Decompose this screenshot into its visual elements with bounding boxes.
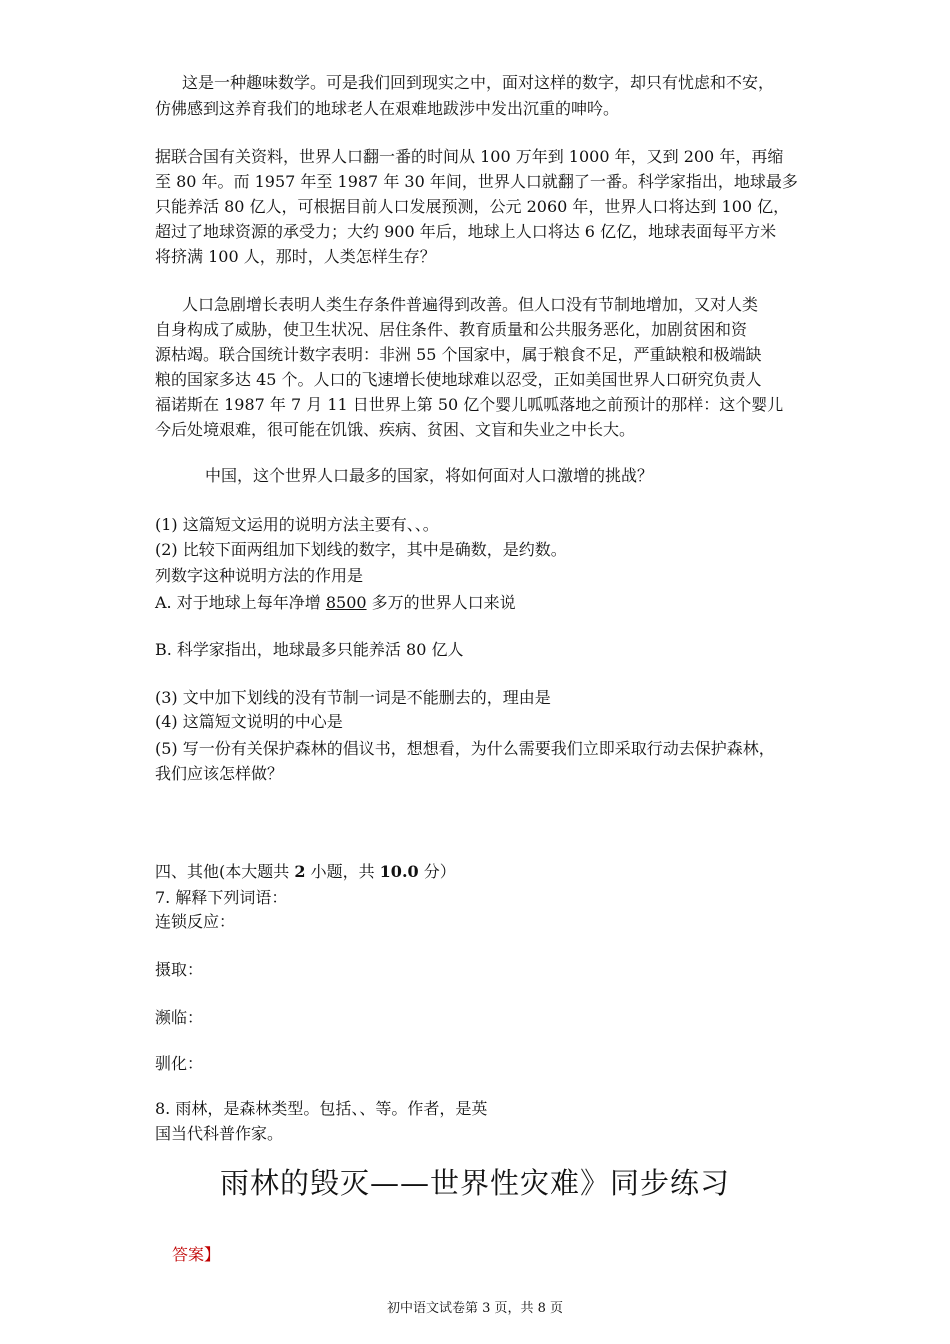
question-2: (2) 比较下面两组加下划线的数字，其中是确数，是约数。 [155, 540, 567, 559]
question-8-line2: 国当代科普作家。 [155, 1124, 284, 1143]
page-footer: 初中语文试卷第 3 页，共 8 页 [386, 1301, 564, 1316]
passage-p3-line2: 自身构成了威胁，使卫生状况、居住条件、教育质量和公共服务恶化，加剧贫困和资 [155, 320, 748, 339]
section-4-heading-mid: 小题，共 [305, 862, 380, 881]
passage-p2-line5: 将挤满 100 人，那时，人类怎样生存？ [155, 247, 436, 266]
passage-p1-line1: 这是一种趣味数学。可是我们回到现实之中，面对这样的数字，却只有忧虑和不安， [182, 73, 775, 92]
passage-p2-line4: 超过了地球资源的承受力；大约 900 年后，地球上人口将达 6 亿亿，地球表面每平方米 [155, 222, 777, 241]
passage-p3-line4: 粮的国家多达 45 个。人口的飞速增长使地球难以忍受，正如美国世界人口研究负责人 [155, 370, 762, 389]
underlined-number: 8500 [325, 593, 367, 612]
question-7: 7. 解释下列词语： [155, 888, 288, 907]
term-verge: 濒临： [155, 1008, 204, 1027]
answer-label: 答案】 [172, 1245, 221, 1264]
section-4-heading-prefix: 四、其他(本大题共 [155, 862, 295, 881]
passage-p3-line6: 今后处境艰难，很可能在饥饿、疾病、贫困、文盲和失业之中长大。 [155, 420, 636, 439]
passage-p3-line1: 人口急剧增长表明人类生存条件普遍得到改善。但人口没有节制地增加，又对人类 [182, 295, 759, 314]
question-8-line1: 8. 雨林，是森林类型。包括、、等。作者，是英 [155, 1099, 488, 1118]
section-score: 10.0 [379, 862, 419, 881]
section-4-heading [155, 862, 456, 882]
question-count: 2 [294, 862, 306, 881]
question-3: (3) 文中加下划线的没有节制一词是不能删去的，理由是 [155, 688, 551, 707]
question-5-line1: (5) 写一份有关保护森林的倡议书，想想看，为什么需要我们立即采取行动去保护森林， [155, 739, 775, 758]
term-chain-reaction: 连锁反应： [155, 912, 236, 931]
passage-p3-line5: 福诺斯在 1987 年 7 月 11 日世界上第 50 亿个婴儿呱呱落地之前预计的那样：这个婴儿 [155, 395, 784, 414]
passage-p2-line3: 只能养活 80 亿人，可根据目前人口发展预测，公元 2060 年，世界人口将达到 100 亿， [155, 197, 790, 216]
passage-p4: 中国，这个世界人口最多的国家，将如何面对人口激增的挑战？ [205, 466, 654, 485]
term-domesticate: 驯化： [155, 1054, 204, 1073]
question-5-line2: 我们应该怎样做？ [155, 764, 284, 783]
section-4-heading-suffix: 分） [418, 862, 456, 881]
option-a [155, 593, 516, 613]
passage-p2-line1: 据联合国有关资料，世界人口翻一番的时间从 100 万年到 1000 年，又到 200 年，再缩 [155, 147, 784, 166]
passage-p2-line2: 至 80 年。而 1957 年至 1987 年 30 年间，世界人口就翻了一番。科学家指出，地球最多 [155, 172, 798, 191]
exercise-title: 雨林的毁灭——世界性灾难》同步练习 [219, 1166, 730, 1200]
option-a-prefix: A. 对于地球上每年净增 [155, 593, 326, 612]
question-1: (1) 这篇短文运用的说明方法主要有、、。 [155, 515, 439, 534]
passage-p1-line2: 仿佛感到这养育我们的地球老人在艰难地跋涉中发出沉重的呻吟。 [155, 99, 620, 118]
term-intake: 摄取： [155, 960, 204, 979]
question-2-continuation: 列数字这种说明方法的作用是 [155, 566, 364, 585]
passage-p3-line3: 源枯竭。联合国统计数字表明：非洲 55 个国家中，属于粮食不足，严重缺粮和极端缺 [155, 345, 762, 364]
question-4: (4) 这篇短文说明的中心是 [155, 712, 343, 731]
option-b: B. 科学家指出，地球最多只能养活 80 亿人 [155, 640, 464, 659]
option-a-suffix: 多万的世界人口来说 [366, 593, 516, 612]
